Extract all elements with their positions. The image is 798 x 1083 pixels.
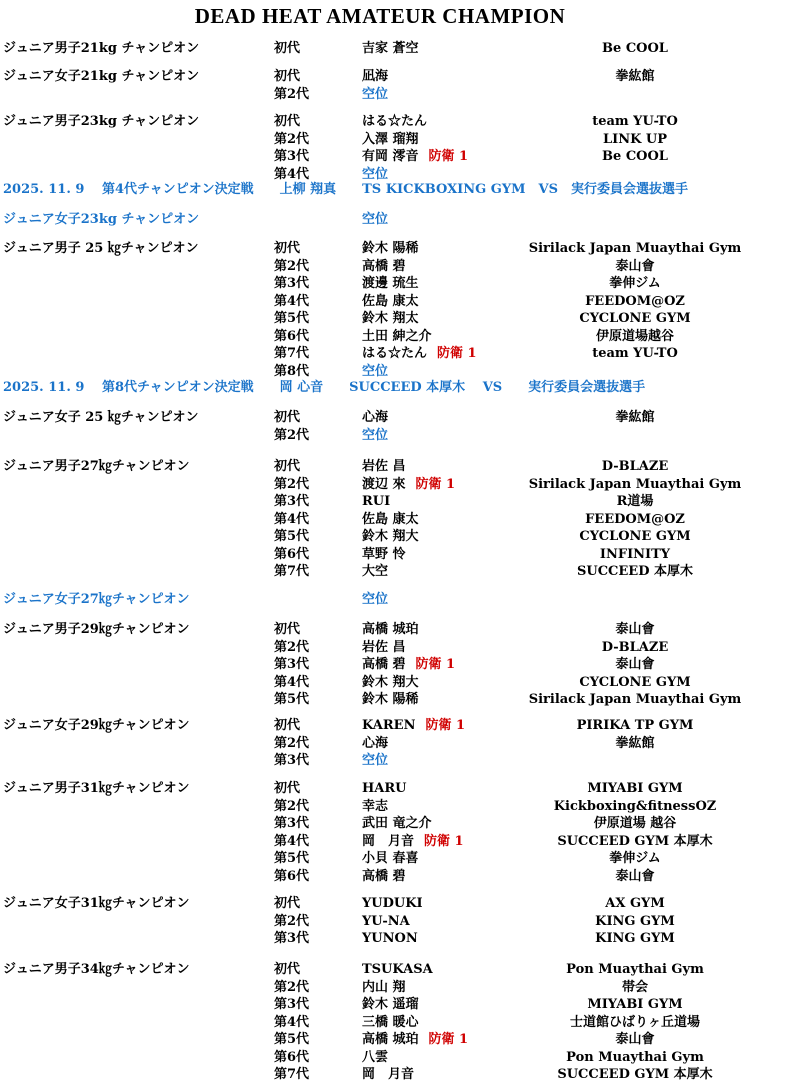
gym-name: Pon Muaythai Gym: [566, 962, 704, 977]
name-text: 鈴木 陽稀: [362, 692, 419, 707]
gym-name: CYCLONE GYM: [579, 674, 691, 690]
generation-label: 第5代: [274, 311, 310, 326]
generation-label: 初代: [274, 114, 301, 129]
generation-label: 第5代: [274, 529, 310, 544]
name-text: YUNON: [362, 931, 418, 946]
name-text: 大空: [362, 564, 389, 579]
vacant-label: [362, 167, 388, 183]
gym-name: MIYABI GYM: [587, 997, 683, 1012]
generation-label: 第4代: [274, 293, 310, 309]
name-text: 小貝 春喜: [362, 851, 419, 866]
name-text: はる☆たん: [362, 346, 428, 361]
name-text: 空位: [362, 86, 389, 102]
generation-label: 第2代: [274, 258, 310, 274]
generation-label: 第7代: [274, 564, 310, 579]
name-text: 鈴木 翔太: [362, 311, 419, 326]
generation-label: 第3代: [274, 149, 310, 164]
category-label: ジュニア男子21kg チャンピオン: [3, 41, 200, 56]
category-label: ジュニア女子31㎏チャンピオン: [3, 896, 190, 911]
name-text: 渡邊 琉生: [362, 276, 419, 291]
name-text: 佐島 康太: [362, 293, 419, 309]
gym-name: 拳紘館: [615, 735, 655, 751]
gym-name: 泰山會: [615, 1032, 655, 1047]
generation-label: 第5代: [274, 1032, 310, 1047]
vacant-label: [362, 212, 388, 228]
category-label: ジュニア女子27㎏チャンピオン: [3, 592, 190, 607]
generation-label: 第6代: [274, 546, 310, 562]
gym-name: SUCCEED GYM 本厚木: [557, 1067, 713, 1082]
name-text: 三橋 暖心: [362, 1014, 419, 1030]
name-text: 高橋 碧: [362, 868, 406, 884]
name-text: YUDUKI: [362, 896, 423, 911]
gym-name: 泰山會: [615, 657, 655, 672]
generation-label: 第3代: [274, 931, 310, 946]
name-text: 岡 月音: [362, 1067, 415, 1082]
gym-name: 泰山會: [615, 258, 655, 274]
gym-name: SUCCEED GYM 本厚木: [557, 833, 713, 849]
generation-label: 第3代: [274, 816, 310, 831]
gym-name: 拳伸ジム: [609, 276, 661, 291]
category-label: ジュニア女子23kg チャンピオン: [3, 212, 200, 227]
name-text: 内山 翔: [362, 979, 406, 995]
generation-label: 第7代: [274, 346, 310, 361]
name-text: 高橋 碧: [362, 657, 406, 672]
category-label: ジュニア男子27㎏チャンピオン: [3, 459, 190, 474]
generation-label: 第5代: [274, 692, 310, 707]
name-text: 鈴木 陽稀: [362, 241, 419, 256]
name-text: 岡 月音: [362, 833, 415, 849]
generation-label: 第2代: [274, 476, 310, 492]
generation-label: 第2代: [274, 86, 310, 102]
defense-count: 防衛 1: [428, 149, 469, 164]
name-text: 吉家 蒼空: [362, 41, 419, 56]
gym-name: Kickboxing&fitnessOZ: [553, 798, 717, 814]
generation-label: 第5代: [274, 851, 310, 866]
gym-name: 拳伸ジム: [609, 851, 661, 866]
gym-name: 士道館ひばりヶ丘道場: [569, 1014, 700, 1030]
generation-label: 第2代: [274, 131, 310, 147]
generation-label: 初代: [274, 459, 301, 474]
gym-name: team YU-TO: [592, 114, 678, 129]
name-text: 空位: [362, 427, 389, 443]
gym-name: 泰山會: [615, 868, 655, 884]
name-text: 心海: [362, 735, 389, 751]
generation-label: 第4代: [274, 166, 310, 182]
gym-name: LINK UP: [602, 131, 668, 147]
generation-label: 初代: [274, 41, 301, 56]
gym-name: FEEDOM@OZ: [585, 511, 685, 527]
category-label: ジュニア女子 25 ㎏チャンピオン: [3, 410, 199, 425]
name-text: 空位: [362, 166, 389, 182]
gym-name: Be COOL: [602, 149, 668, 164]
name-text: TSUKASA: [362, 962, 433, 977]
defense-count: 防衛 1: [415, 476, 456, 492]
name-text: 空位: [362, 592, 389, 607]
name-text: YU-NA: [362, 913, 410, 929]
defense-count: 防衛 1: [424, 833, 464, 849]
defense-count: 防衛 1: [415, 657, 456, 672]
category-label: ジュニア女子21kg チャンピオン: [3, 69, 200, 84]
name-text: 高橋 城珀: [362, 1032, 419, 1047]
gym-name: CYCLONE GYM: [579, 529, 691, 544]
generation-label: 第4代: [274, 511, 310, 527]
gym-name: AX GYM: [605, 896, 665, 911]
name-text: 空位: [362, 753, 389, 768]
generation-label: 第2代: [274, 798, 310, 814]
name-text: 渡辺 來: [362, 476, 406, 492]
name-text: 入澤 瑠翔: [362, 131, 419, 147]
name-text: 草野 怜: [362, 546, 406, 562]
generation-label: 第3代: [274, 494, 310, 509]
generation-label: 第2代: [274, 735, 310, 751]
name-text: 鈴木 遥瑠: [362, 997, 419, 1012]
generation-label: 初代: [274, 69, 301, 84]
generation-label: 第2代: [274, 639, 310, 655]
gym-name: 帯会: [621, 979, 648, 995]
generation-label: 第3代: [274, 997, 310, 1012]
gym-name: 拳紘館: [615, 69, 655, 84]
name-text: はる☆たん: [362, 114, 428, 129]
generation-label: 第2代: [274, 913, 310, 929]
generation-label: 第3代: [274, 753, 310, 768]
category-label: ジュニア男子 25 ㎏チャンピオン: [3, 241, 199, 256]
defense-count: 防衛 1: [428, 1032, 469, 1047]
announcement-line: 2025. 11. 9 第8代チャンピオン決定戦 岡 心音 SUCCEED 本厚木 VS 実行委員会選抜選手: [3, 380, 646, 395]
name-text: 武田 竜之介: [362, 816, 432, 831]
gym-name: D-BLAZE: [601, 459, 669, 474]
name-text: HARU: [362, 781, 407, 796]
gym-name: Pon Muaythai Gym: [566, 1049, 704, 1065]
name-text: 空位: [362, 363, 389, 379]
gym-name: Sirilack Japan Muaythai Gym: [528, 241, 742, 256]
generation-label: 初代: [274, 622, 301, 637]
generation-label: 初代: [274, 241, 301, 256]
gym-name: FEEDOM@OZ: [585, 293, 685, 309]
announcement-line: 2025. 11. 9 第4代チャンピオン決定戦 上柳 翔真 TS KICKBOXING GYM VS 実行委員会選抜選手: [3, 182, 688, 197]
name-text: 土田 紳之介: [362, 328, 432, 344]
gym-name: CYCLONE GYM: [579, 311, 691, 326]
gym-name: KING GYM: [595, 913, 675, 929]
category-label: ジュニア女子29㎏チャンピオン: [3, 718, 190, 733]
gym-name: Sirilack Japan Muaythai Gym: [528, 692, 742, 707]
category-label: ジュニア男子34㎏チャンピオン: [3, 962, 190, 977]
name-text: 幸志: [362, 798, 389, 814]
gym-name: 伊原道場越谷: [595, 328, 674, 344]
gym-name: KING GYM: [595, 931, 675, 946]
generation-label: 初代: [274, 962, 301, 977]
gym-name: R道場: [616, 494, 654, 509]
generation-label: 第6代: [274, 1049, 310, 1065]
name-text: RUI: [362, 494, 391, 509]
name-text: 岩佐 昌: [362, 639, 406, 655]
name-text: KAREN: [362, 718, 416, 733]
name-text: 高橋 城珀: [362, 622, 419, 637]
generation-label: 第7代: [274, 1067, 310, 1082]
generation-label: 第3代: [274, 276, 310, 291]
category-label: ジュニア男子29㎏チャンピオン: [3, 622, 190, 637]
gym-name: 伊原道場 越谷: [593, 816, 677, 831]
name-text: 岩佐 昌: [362, 459, 406, 474]
generation-label: 第6代: [274, 868, 310, 884]
defense-count: 防衛 1: [425, 718, 466, 733]
vacant-label: [362, 753, 388, 769]
name-text: 凪海: [362, 69, 389, 84]
name-text: 有岡 澪音: [362, 149, 419, 164]
name-text: 鈴木 翔大: [362, 674, 419, 690]
defense-count: 防衛 1: [437, 346, 477, 361]
gym-name: INFINITY: [599, 546, 671, 562]
generation-label: 第6代: [274, 328, 310, 344]
generation-label: 初代: [274, 410, 301, 425]
generation-label: 第4代: [274, 833, 310, 849]
generation-label: 初代: [274, 896, 301, 911]
gym-name: Sirilack Japan Muaythai Gym: [528, 476, 742, 492]
generation-label: 第4代: [274, 1014, 310, 1030]
gym-name: 泰山會: [615, 622, 655, 637]
name-text: 八雲: [362, 1049, 389, 1065]
generation-label: 第2代: [274, 427, 310, 443]
gym-name: MIYABI GYM: [587, 781, 683, 796]
name-text: 佐島 康太: [362, 511, 419, 527]
category-label: ジュニア男子23kg チャンピオン: [3, 114, 200, 129]
generation-label: 第3代: [274, 657, 310, 672]
name-text: 高橋 碧: [362, 258, 406, 274]
generation-label: 第2代: [274, 979, 310, 995]
vacant-label: [362, 364, 388, 380]
page-title: DEAD HEAT AMATEUR CHAMPION: [194, 4, 566, 28]
vacant-label: [362, 87, 388, 103]
category-label: ジュニア男子31㎏チャンピオン: [3, 781, 190, 796]
gym-name: SUCCEED 本厚木: [576, 564, 694, 579]
name-text: 空位: [362, 212, 389, 227]
vacant-label: [362, 428, 388, 444]
gym-name: D-BLAZE: [601, 639, 669, 655]
name-text: 心海: [362, 410, 389, 425]
gym-name: Be COOL: [602, 41, 668, 56]
generation-label: 初代: [274, 781, 301, 796]
gym-name: PIRIKA TP GYM: [576, 718, 694, 733]
generation-label: 初代: [274, 718, 301, 733]
gym-name: 拳紘館: [615, 410, 655, 425]
generation-label: 第8代: [274, 363, 310, 379]
gym-name: team YU-TO: [592, 346, 678, 361]
vacant-label: [362, 592, 388, 608]
name-text: 鈴木 翔大: [362, 529, 419, 544]
generation-label: 第4代: [274, 674, 310, 690]
